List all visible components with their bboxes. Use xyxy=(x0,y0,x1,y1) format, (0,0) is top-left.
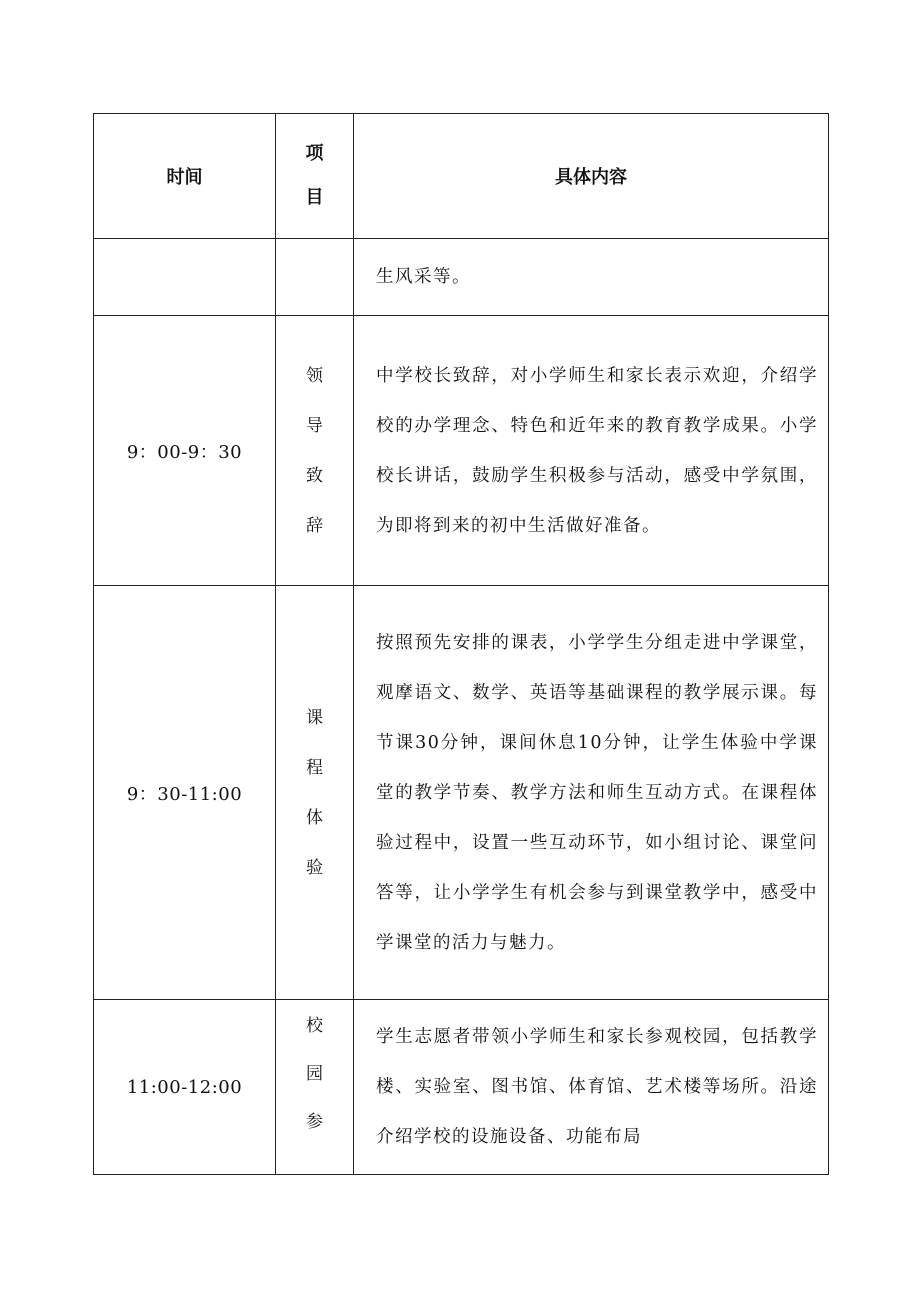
item-char: 校 xyxy=(306,1016,323,1036)
content-cell: 生风采等。 xyxy=(354,239,829,316)
table-row xyxy=(94,316,829,586)
header-item-char: 目 xyxy=(305,187,324,208)
item-cell xyxy=(276,316,354,586)
item-char: 辞 xyxy=(306,515,323,536)
header-item-char: 项 xyxy=(305,143,324,164)
item-char: 参 xyxy=(306,1112,323,1132)
time-cell: 11:00-12:00 xyxy=(94,1000,276,1175)
item-char: 验 xyxy=(306,857,323,878)
time-cell: 9：00-9：30 xyxy=(94,316,276,586)
time-cell: 9：30-11:00 xyxy=(94,586,276,1000)
content-cell: 中学校长致辞，对小学师生和家长表示欢迎，介绍学校的办学理念、特色和近年来的教育教学成果。小学校长讲话，鼓励学生积极参与活动，感受中学氛围，为即将到来的初中生活做好准备。 xyxy=(354,316,829,586)
table-row xyxy=(94,1000,829,1175)
header-content: 具体内容 xyxy=(354,114,829,239)
content-cell: 学生志愿者带领小学师生和家长参观校园，包括教学楼、实验室、图书馆、体育馆、艺术楼等场所。沿途介绍学校的设施设备、功能布局 xyxy=(354,1000,829,1175)
header-time: 时间 xyxy=(94,114,276,239)
header-item xyxy=(276,114,354,239)
item-cell xyxy=(276,1000,354,1175)
item-char: 导 xyxy=(306,415,323,436)
time-cell xyxy=(94,239,276,316)
item-cell xyxy=(276,239,354,316)
item-char: 课 xyxy=(306,707,323,728)
item-char: 园 xyxy=(306,1064,323,1084)
content-cell: 按照预先安排的课表，小学学生分组走进中学课堂，观摩语文、数学、英语等基础课程的教学展示课。每节课30分钟，课间休息10分钟，让学生体验中学课堂的教学节奏、教学方法和师生互动方式。在课程体验过程中，设置一些互动环节，如小组讨论、课堂问答等，让小学学生有机会参与到课堂教学中，感受中学课堂的活力与魅力。 xyxy=(354,586,829,1000)
schedule-table xyxy=(93,113,829,1175)
table-row xyxy=(94,239,829,316)
item-cell xyxy=(276,586,354,1000)
item-char: 领 xyxy=(306,365,323,386)
header-row xyxy=(94,114,829,239)
item-char: 程 xyxy=(306,757,323,778)
table-row xyxy=(94,586,829,1000)
item-char: 体 xyxy=(306,807,323,828)
item-char: 致 xyxy=(306,465,323,486)
